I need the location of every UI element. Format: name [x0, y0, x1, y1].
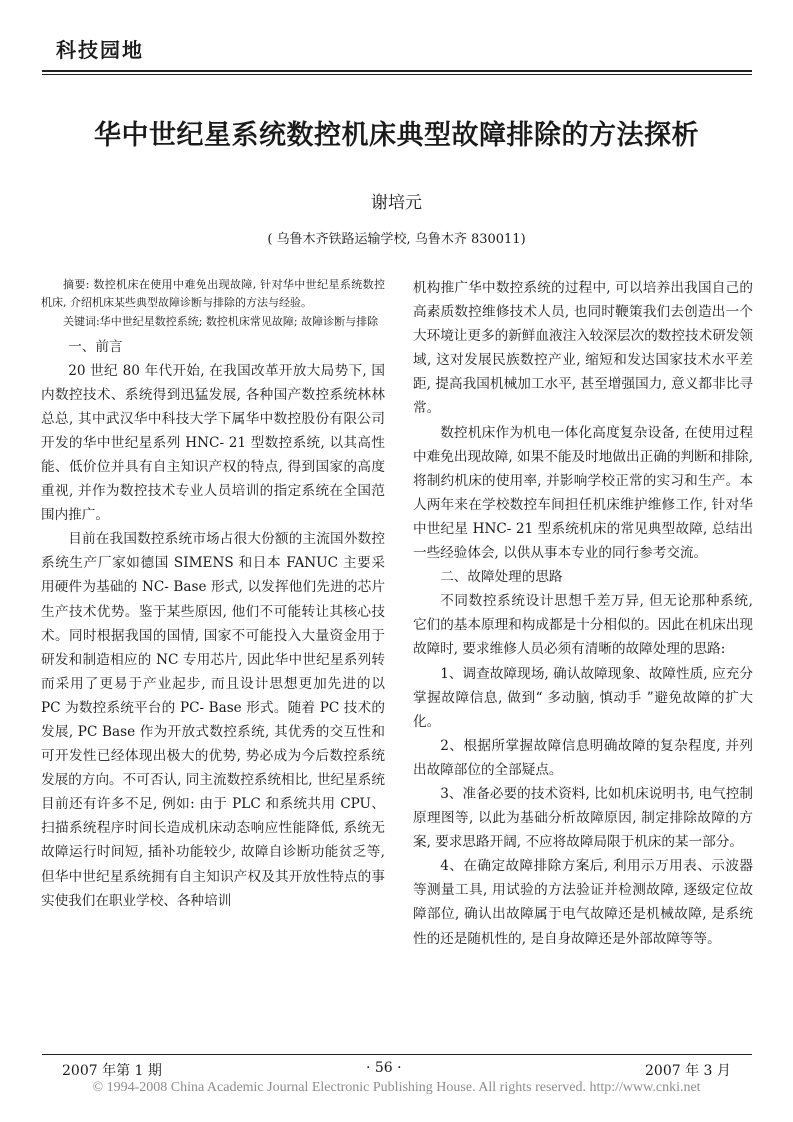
- paragraph: 数控机床作为机电一体化高度复杂设备, 在使用过程中难免出现故障, 如果不能及时地做出正确的判断和排除, 将制约机床的使用率, 并影响学校正常的实习和生产。本人两年来在学校数控车间担任机床维护维修工作, 针对华中世纪星 HNC- 21 型系统机床的常见典型故障, 总结出一些经验体会, 以供从事本专业的同行参考交流。: [413, 424, 753, 562]
- author-affiliation: ( 乌鲁木齐铁路运输学校, 乌鲁木齐 830011): [267, 232, 526, 247]
- page-number: · 56 ·: [366, 1060, 402, 1076]
- header-rule-thin: [42, 74, 752, 75]
- section-label: 科技园地: [56, 38, 144, 62]
- section-heading-intro: 一、前言: [68, 338, 123, 355]
- issue-label: 2007 年第 1 期: [62, 1063, 162, 1079]
- paragraph: 20 世纪 80 年代开始, 在我国改革开放大局势下, 国内数控技术、系统得到迅猛发展, 各种国产数控系统林林总总, 其中武汉华中科技大学下属华中数控股份有限公司开发的华中世纪星系列 HNC- 21 型数控系统, 以其高性能、低价位并具有自主知识产权的特点, 得到国家的高度重视, 并作为数控技术专业人员培训的指定系统在全国范围内推广。: [41, 362, 385, 524]
- abstract: 摘要: 数控机床在使用中难免出现故障, 针对华中世纪星系统数控机床, 介绍机床某些典型故障诊断与排除的方法与经验。: [41, 278, 385, 309]
- paragraph: 目前在我国数控系统市场占很大份额的主流国外数控系统生产厂家如德国 SIMENS 和日本 FANUC 主要采用硬件为基础的 NC- Base 形式, 以发挥他们先进的芯片生产技术优势。鉴于某些原因, 他们不可能转让其核心技术。同时根据我国的国情, 国家不可能投入大量资金用于研发和制造相应的 NC 专用芯片, 因此华中世纪星系列转而采用了更易于产业起步, 而且设计思想更加先进的以 PC 为数控系统平台的 PC- Base 形式。随着 PC 技术的发展, PC Base 作为开放式数控系统, 其优秀的交互性和可开发性已经体现出极大的优势, 势必成为今后数控系统发展的方向。不可否认, 同主流数控系统相比, 世纪星系统目前还有许多不足, 例如: 由于 PLC 和系统共用 CPU、扫描系统程序时间长造成机床动态响应性能降低, 系统无故障运行时间短, 插补功能较少, 故障自诊断功能贫乏等, 但华中世纪星系统拥有自主知识产权及其开放性特点的事实使我们在职业学校、各种培训: [41, 531, 385, 909]
- paragraph-continuation: 机构推广华中数控系统的过程中, 可以培养出我国自己的高素质数控维修技术人员, 也同时鞭策我们去创造出一个大环境让更多的新鲜血液注入较深层次的数控技术研发领域, 这对发展民族数控产业, 缩短和发达国家技术水平差距, 提高我国机械加工水平, 甚至增强国力, 意义都非比寻常。: [413, 280, 753, 417]
- right-column: [413, 276, 753, 951]
- left-column: [41, 276, 385, 913]
- publication-date: 2007 年 3 月: [645, 1063, 731, 1079]
- keywords: 关键词:华中世纪星数控系统; 数控机床常见故障; 故障诊断与排除: [63, 315, 379, 328]
- footer-rule: [42, 1054, 752, 1055]
- header-rule: [42, 70, 752, 72]
- section-heading-approach: 二、故障处理的思路: [440, 569, 563, 586]
- step-item: 2、根据所掌握故障信息明确故障的复杂程度, 并列出故障部位的全部疑点。: [413, 737, 753, 778]
- copyright-watermark: © 1994-2008 China Academic Journal Electronic Publishing House. All rights reserved. http://www.cnki.net: [92, 1080, 701, 1095]
- article-author: 谢培元: [371, 193, 422, 213]
- article-title: 华中世纪星系统数控机床典型故障排除的方法探析: [94, 120, 699, 151]
- step-item: 1、调查故障现场, 确认故障现象、故障性质, 应充分掌握故障信息, 做到“ 多动脑, 慎动手 ”避免故障的扩大化。: [413, 665, 753, 730]
- paragraph: 不同数控系统设计思想千差万异, 但无论那种系统, 它们的基本原理和构成都是十分相似的。因此在机床出现故障时, 要求维修人员必须有清晰的故障处理的思路:: [413, 593, 753, 658]
- step-item: 3、准备必要的技术资料, 比如机床说明书, 电气控制原理图等, 以此为基础分析故障原因, 制定排除故障的方案, 要求思路开阔, 不应将故障局限于机床的某一部分。: [413, 785, 753, 851]
- step-item: 4、在确定故障排除方案后, 利用示万用表、示波器等测量工具, 用试验的方法验证并检测故障, 逐级定位故障部位, 确认出故障属于电气故障还是机械故障, 是系统性的还是随机性的, 是自身故障还是外部故障等等。: [413, 858, 753, 947]
